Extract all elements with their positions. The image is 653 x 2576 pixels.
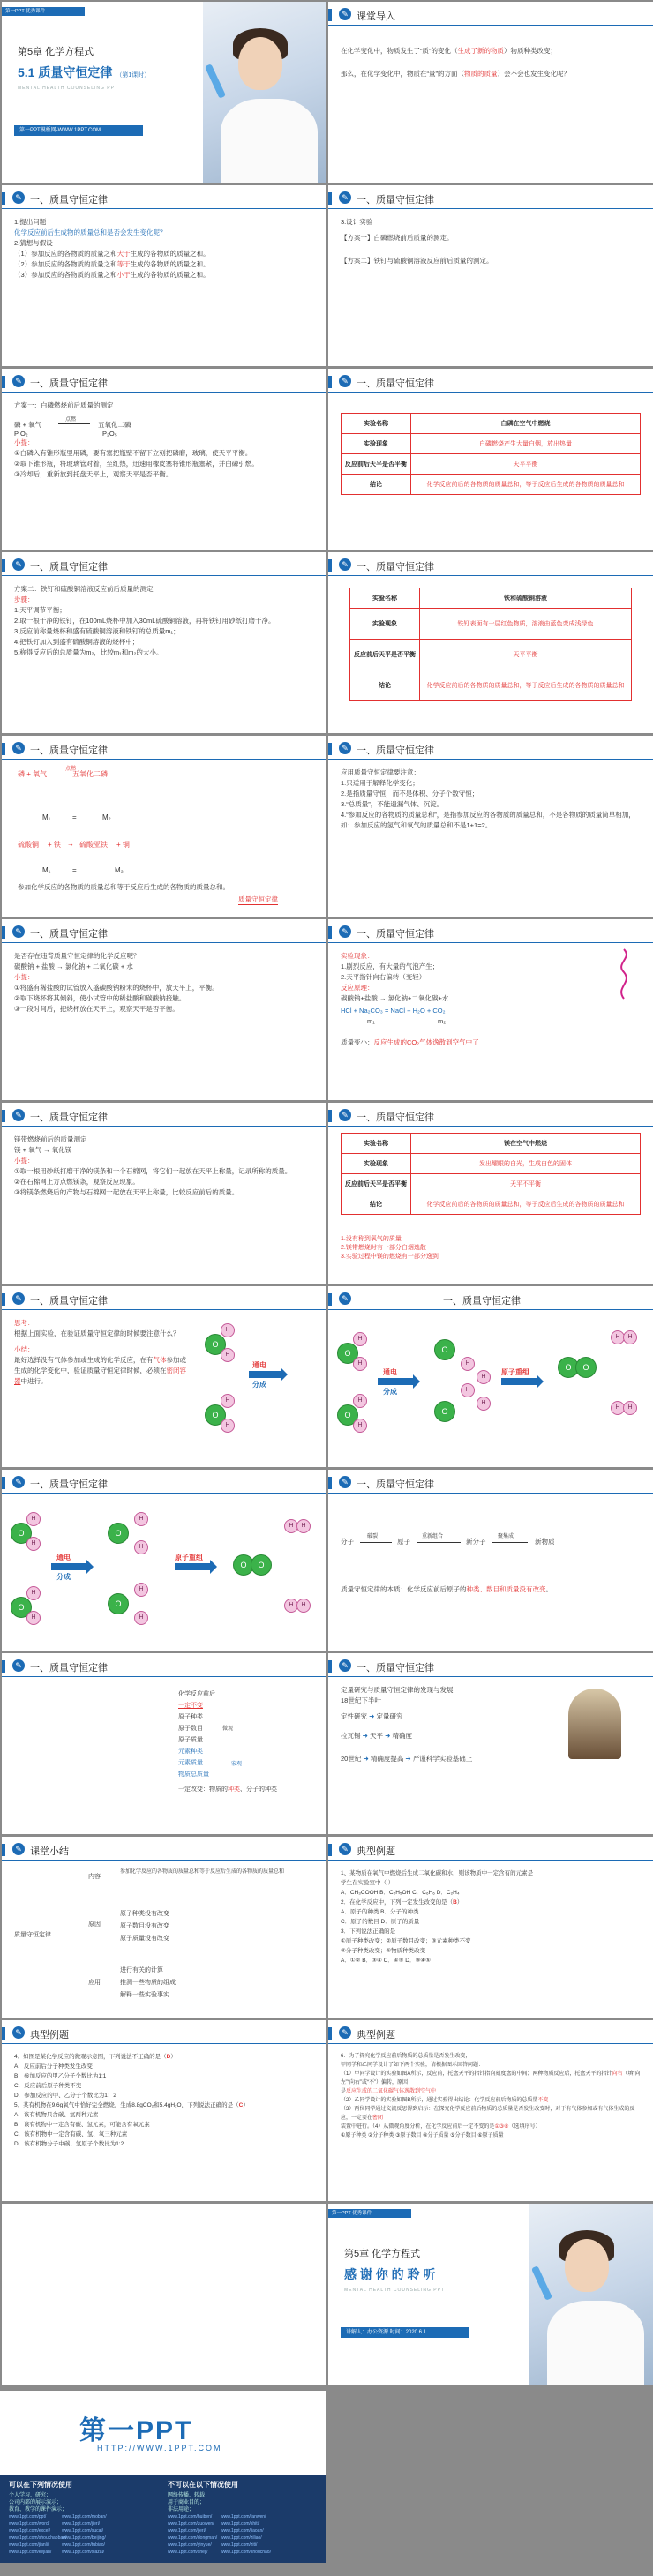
- slide-title: 一、质量守恒定律: [30, 195, 108, 206]
- gas-curl-icon: [611, 947, 637, 1000]
- summary-list: 化学反应前后 一定不变 原子种类 原子数目 原子质量 元素种类 元素质量 物质总质量 一定改变：物质的种类、分子的种类 微观 宏观: [178, 1691, 277, 1793]
- pencil-icon: ✎: [339, 1843, 351, 1855]
- slide-header: [2, 919, 326, 942]
- arrow-label: 分成: [252, 1381, 266, 1389]
- slide-body: 思考： 根据上面实验，在验证质量守恒定律的时候要注意什么？ 小结： 最好选择没有气体参加或生成的化学反应，在有气体参加或生成的化学变化中，验证质量守恒定律时候，必须在密闭容器中进行。: [14, 1319, 186, 1385]
- slide-title: 一、质量守恒定律: [30, 929, 108, 940]
- pencil-icon: ✎: [339, 925, 351, 938]
- slide-body: 1、某物质在氧气中燃烧后生成二氧化碳和水，则该物质中一定含有的元素是 学生在实验室中（ ） A．CH₃COOH B．C₂H₅OH C．C₆H₆ D．C₂H₄ 2．在化学反应中，下列一定发生改变的是（B） A．原子的种类 B．分子的种类 C．原子的数目 D．原子的质量 3．下列说法正确的是 ①原子种类改变；②原子数目改变；③元素种类不变 ④分子种类改变；⑤物质种类改变 A．①② B．③④ C．④⑤ D．③④⑤: [341, 1870, 534, 1964]
- hydrogen-atom: H: [134, 1583, 148, 1597]
- slide-title: 一、质量守恒定律: [30, 1296, 108, 1307]
- slide-body: 实验现象： 1.剧烈反应，有大量的气泡产生； 2.天平指针向右偏转（变轻） 反应原理： 碳酸钠+盐酸 → 氯化钠+二氧化碳+水 HCl + Na₂CO₃ = NaCl + H₂O + CO₂ m₁ m₂ 质量变小：反应生成的CO₂气体逸散到空气中了: [341, 952, 479, 1046]
- slide-title: 典型例题: [357, 2030, 395, 2041]
- ending-chapter: 第5章 化学方程式: [344, 2249, 421, 2259]
- pencil-icon: ✎: [12, 1659, 25, 1672]
- hydrogen-atom: H: [461, 1357, 475, 1371]
- slide-body: 方案一：白磷燃烧前后质量的测定 磷 + 氧气 点燃 五氧化二磷 P O₂ P₂O₅ 小提： ①白磷入有锥形瓶里用磷，要有塞把瓶壁不留下立刻把磷磨，玻璃，使天平平衡。 ②取下锥形瓶，将玻璃管对着，至红热，迅速用橡皮塞将锥形瓶塞紧，并白磷引燃。 ③冷却后，重新放到托盘天平上，观察天平是否平衡。: [14, 401, 259, 478]
- cover-title: 5.1 质量守恒定律 （第1课时）: [18, 65, 151, 79]
- scientist-photo: [529, 2204, 653, 2385]
- slide-header: [2, 185, 326, 208]
- slide-body: 6．为了探究化学反应前后物质的总质量是否发生改变， 甲同学和乙同学设计了如下两个实验，请根据图示回答问题： （1）甲同学设计的实验如图A所示，反应前，托盘天平的指针指向刻度盘的中间；两种物质反应后，托盘天平的指针向右（填“向左”“向右”或“不”）偏转，原因 是反应生成的二氧化碳气体逸散到空气中 （2）乙同学设计的实验如图B所示，通过实验得出结论：化学反应前后物质的总质量不变 （3）两位同学通过交流反思得到启示：在探究化学反应前后物质的总质量是否发生改变时，对于有气体参加或有气体生成的反应，一定要在密闭 装置中进行。（4）从微观角度分析，在化学反应前后一定不变的是①③⑥（选填序号） ①原子种类 ②分子种类 ③原子数目 ④分子质量 ⑤分子数目 ⑥原子质量: [341, 2054, 641, 2138]
- slide-6: [328, 369, 653, 550]
- slide-22: [328, 1837, 653, 2018]
- ending-thanks: 感 谢 你 的 聆 听: [344, 2267, 436, 2281]
- pencil-icon: ✎: [339, 375, 351, 387]
- slide-title: 一、质量守恒定律: [357, 1663, 434, 1674]
- pencil-icon: ✎: [12, 191, 25, 204]
- pencil-icon: ✎: [12, 375, 25, 387]
- pencil-icon: ✎: [12, 2026, 25, 2039]
- slide-4: [328, 185, 653, 366]
- slide-body: 质量守恒定律的本质：化学反应前后原子的种类、数目和质量没有改变。: [341, 1585, 552, 1593]
- slide-20: [328, 1653, 653, 1834]
- slide-title: 典型例题: [357, 1846, 395, 1857]
- pencil-icon: ✎: [339, 1292, 351, 1305]
- pencil-icon: ✎: [339, 1109, 351, 1121]
- arrow-icon: [175, 1563, 210, 1570]
- slide-cover: [2, 2, 326, 183]
- slide-21: [2, 1837, 326, 2018]
- arrow-icon: [378, 1378, 413, 1385]
- slide-13: [2, 1103, 326, 1284]
- slide-title: 一、质量守恒定律: [357, 929, 434, 940]
- hydrogen-atom: H: [461, 1383, 475, 1397]
- slide-14: [328, 1103, 653, 1284]
- pencil-icon: ✎: [12, 925, 25, 938]
- slide-intro: [328, 2, 653, 183]
- pencil-icon: ✎: [12, 558, 25, 571]
- slide-body: 方案二：铁钉和硫酸铜溶液反应前后质量的测定 步骤： 1.天平调节平衡； 2.取一根干净的铁钉，在100mL烧杯中加入30mL硫酸铜溶液，再将铁钉用砂纸打磨干净。 3.反应前称量烧杯和盛有硫酸铜溶液和铁钉的总质量m₁； 4.把铁钉加入到盛有硫酸铜溶液的烧杯中； 5.称得反应后的总质量为m₂，比较m₁和m₂的大小。: [14, 585, 275, 656]
- result-table: 实验名称 白磷在空气中燃烧 实验现象 白磷燃烧产生大量白烟，放出热量 反应前后天平是否平衡 天平平衡 结论 化学反应前后的各物质的质量总和，等于反应后生成的各物质的质量总和: [341, 413, 641, 495]
- pencil-icon: ✎: [12, 1109, 25, 1121]
- slide-body: 在化学变化中，物质发生了“质”的变化（生成了新的物质）物质种类改变； 那么，在化学变化中，物质在“量”的方面（物质的质量）会不会也发生变化呢？: [341, 47, 570, 78]
- ending-tag: 第一PPT 优秀课件: [328, 2209, 411, 2218]
- slide-body: 是否存在违背质量守恒定律的化学反应呢？ 碳酸钠 + 盐酸 → 氯化钠 + 二氧化碳 + 水 小提： ①将盛有稀盐酸的试管放入盛碳酸钠粉末的烧杯中，放天平上，平衡。 ②取下烧杯将其倾斜，使小试管中的稀盐酸和碳酸钠接触。 ③一段时间后，把烧杯放在天平上，观察天平是否平衡。: [14, 952, 219, 1013]
- slide-header: [328, 1837, 653, 1860]
- result-table: 实验名称 铁和硫酸铜溶液 实验现象 铁钉表面有一层红色物质，溶液由蓝色变成浅绿色 反应前后天平是否平衡 天平平衡 结论 化学反应前后的各物质的质量总和，等于反应后生成的各物质的质量总和: [349, 588, 632, 701]
- slide-24: [328, 2020, 653, 2201]
- cover-site: 第一PPT模板网-WWW.1PPT.COM: [14, 125, 143, 136]
- slide-header: [2, 1837, 326, 1860]
- cover-en: MENTAL HEALTH COUNSELING PPT: [18, 86, 119, 91]
- slide-8: [328, 552, 653, 733]
- hydrogen-atom: H: [477, 1370, 491, 1384]
- pencil-icon: ✎: [339, 1476, 351, 1488]
- slide-body: 镁带燃烧前后的质量测定 镁 + 氧气 → 氧化镁 小提： ①取一根用砂纸打磨干净的镁条和一个石棉网，将它们一起放在天平上称量，记录所称的质量。 ②在石棉网上方点燃镁条，观察反应现象。 ③将镁条燃烧后的产物与石棉网一起放在天平上称量，比较反应前后的质量。: [14, 1135, 292, 1196]
- slide-ending: [328, 2204, 653, 2385]
- pencil-icon: ✎: [12, 1292, 25, 1305]
- ppt-url: HTTP://WWW.1PPT.COM: [97, 2444, 222, 2452]
- slide-7: [2, 552, 326, 733]
- slide-header: [328, 2020, 653, 2043]
- slide-title: 一、质量守恒定律: [30, 1479, 108, 1490]
- slide-header: [328, 185, 653, 208]
- slide-header: [2, 736, 326, 759]
- slide-header: [2, 1103, 326, 1126]
- slide-title: 一、质量守恒定律: [443, 1296, 521, 1307]
- slide-11: [2, 919, 326, 1100]
- slide-5: [2, 369, 326, 550]
- slide-header: [328, 1653, 653, 1676]
- ending-strip: 讲解人：办公资源 时间：2020.6.1: [341, 2327, 469, 2338]
- ending-en: MENTAL HEALTH COUNSELING PPT: [344, 2288, 446, 2293]
- cover-chapter: 第5章 化学方程式: [18, 47, 94, 57]
- slide-17: ✎ 一、质量守恒定律 O H H O H H 通电 分成 O O H H H H 原子重组 O O H H H H: [2, 1470, 326, 1651]
- arrow-label: 通电: [252, 1361, 266, 1369]
- arrow-icon: [249, 1371, 281, 1378]
- slide-title: 一、质量守恒定律: [357, 1112, 434, 1123]
- slide-header: [328, 552, 653, 575]
- slide-12: [328, 919, 653, 1100]
- lavoisier-portrait: [568, 1689, 621, 1759]
- slide-header: [2, 552, 326, 575]
- slide-header: [328, 919, 653, 942]
- pencil-icon: ✎: [339, 558, 351, 571]
- slide-9: [2, 736, 326, 917]
- oxygen-atom: O: [108, 1593, 129, 1614]
- slide-body: 定量研究与质量守恒定律的发现与发展 18世纪下半叶 定性研究 ➜ 定量研究 拉瓦锡 ➜ 天平 ➜ 精确度 20世纪 ➜ 精确度提高 ➜ 严谨科学实验基础上: [341, 1686, 473, 1763]
- slide-body: 3.设计实验 【方案一】白磷燃烧前后质量的测定。 【方案二】铁钉与硫酸铜溶液反应前后质量的测定。: [341, 218, 493, 265]
- slide-header: [2, 1470, 326, 1493]
- pencil-icon: ✎: [339, 8, 351, 20]
- slide-header: [328, 1286, 653, 1309]
- pencil-icon: ✎: [339, 1659, 351, 1672]
- slide-10: [328, 736, 653, 917]
- notes: 1.没有称到氧气的质量 2.镁带燃烧时有一部分白烟逸散 3.实验过程中镁的燃烧有一部分逸到: [341, 1236, 439, 1260]
- oxygen-atom: O: [434, 1339, 455, 1360]
- pencil-icon: ✎: [12, 1476, 25, 1488]
- slide-header: [328, 369, 653, 392]
- flow-diagram: 分子 破裂 原子 重新组合 新分子 聚集成 新物质: [341, 1534, 555, 1546]
- slide-title: 一、质量守恒定律: [30, 1112, 108, 1123]
- hydrogen-atom: H: [134, 1512, 148, 1526]
- slide-title: 一、质量守恒定律: [30, 378, 108, 389]
- hydrogen-atom: H: [134, 1540, 148, 1554]
- arrow-icon: [501, 1378, 537, 1385]
- slide-body: 4．如图是某化学反应的微观示意图，下列说法不正确的是（D） A．反应前后分子种类发生改变 B．参加反应的甲乙分子个数比为1:1 C．反应前后原子种类不变 D．参加反应的甲、乙分子个数比为1：2 5．某有机物在9.6g氧气中恰好完全燃烧，生成8.8gCO₂和5.4gH₂O，下列说法正确的是（C） A．该有机物只含碳、氢两种元素 B．该有机物中一定含有碳、氢元素，可能含有氧元素 C．该有机物中一定含有碳、氢、氧三种元素 D．该有机物分子中碳、氢原子个数比为1:2: [14, 2054, 249, 2147]
- slide-title: 一、质量守恒定律: [357, 562, 434, 573]
- pencil-icon: ✎: [339, 2026, 351, 2039]
- cover-tag: 第一PPT 优秀课件: [2, 7, 85, 16]
- slide-header: [2, 1286, 326, 1309]
- slide-18: [328, 1470, 653, 1651]
- slide-blank: [2, 2204, 326, 2385]
- slide-3: [2, 185, 326, 366]
- slide-title: 一、质量守恒定律: [357, 195, 434, 206]
- slide-title: 一、质量守恒定律: [357, 1479, 434, 1490]
- ppt-logo: 第一PPT: [79, 2416, 193, 2445]
- result-table: 实验名称 镁在空气中燃烧 实验现象 发出耀眼的白光，生成白色的固体 反应前后天平是否平衡 天平不平衡 结论 化学反应前后的各物质的质量总和，等于反应后生成的各物质的质量总和: [341, 1133, 641, 1215]
- pencil-icon: ✎: [339, 191, 351, 204]
- slide-title: 一、质量守恒定律: [30, 1663, 108, 1674]
- slide-16: ✎ 一、质量守恒定律 O H H O H H 通电 分成 O O H H H H 原子重组 O O H H H H: [328, 1286, 653, 1467]
- slide-header: [2, 369, 326, 392]
- slide-body: 1.提出问题 化学反应前后生成物的质量总和是否会发生变化呢？ 2.猜想与假设 （1）参加反应的各物质的质量之和大于生成的各物质的质量之和。 （2）参加反应的各物质的质量之和等于生成的各物质的质量之和。 （3）参加反应的各物质的质量之和小于生成的各物质的质量之和。: [14, 218, 210, 279]
- slide-title: 一、质量守恒定律: [357, 745, 434, 756]
- slide-header: [328, 2, 653, 25]
- oxygen-atom: O: [434, 1401, 455, 1422]
- equation-block: 磷 + 氧气 点燃 五氧化二磷 M₁ M₂ = 硫酸铜 + 铁 → 硫酸亚铁 + 铜 M₁ = M₂ 参加化学反应的各物质的质量总和等于反应后生成的各物质的质量总和。 质量守恒定律: [18, 767, 278, 903]
- pencil-icon: ✎: [12, 1843, 25, 1855]
- slide-title: 一、质量守恒定律: [30, 745, 108, 756]
- pencil-icon: ✎: [339, 742, 351, 754]
- arrow-icon: [51, 1563, 86, 1570]
- mind-map: 质量守恒定律 内容 参加化学反应的各物质的质量总和等于反应后生成的各物质的质量总和 原因 原子种类没有改变 原子数目没有改变 原子质量没有改变 应用 进行有关的计算 推测一些物质的组成 解释一些实验事实: [14, 1869, 285, 1998]
- slide-body: 应用质量守恒定律要注意： 1.只适用于解释化学变化； 2.是指质量守恒，而不是体积、分子个数守恒； 3.“总质量”，不能遗漏气体、沉淀。 4.“参加反应的各物质的质量总和”，是指参加反应的各物质的质量总和，不是各物质的质量简单相加，如：参加反应的氢气和氧气的质量总和不是1+1=2。: [341, 768, 635, 829]
- slide-credits: [0, 2391, 326, 2563]
- pencil-icon: ✎: [12, 742, 25, 754]
- hydrogen-atom: H: [477, 1397, 491, 1411]
- oxygen-atom: O: [108, 1523, 129, 1544]
- slide-header: [2, 2020, 326, 2043]
- credits-footer: 可以在下列情况使用 个人学习、研究； 公司内部的展示演示； 教育、教学的课件演示； www.1ppt.com/moban/ www.1ppt.com/jieri/ www.1ppt.com/sucai/ www.1ppt.com/beijing/ www.1ppt.com/tubiao/ www.1ppt.com/xiazai/ www.1ppt.com/ppt/ www.1ppt.com/word/ www.1ppt.com/excel/ www.1ppt.com/shouchaobao/ www.1ppt.com/jianli/ www.1ppt.com/kejian/ 不可以在以下情况使用 网络传播、转载； 用于商业目的； 非法用途； www.1ppt.com/fanwen/ www.1ppt.com/shiti/ www.1ppt.com/jiaoan/ www.1ppt.com/ziliao/ www.1ppt.com/ziti/ www.1ppt.com/shouchao/ www.1ppt.com/huiben/ www.1ppt.com/zuowen/ www.1ppt.com/jieri/ www.1ppt.com/dongman/ www.1ppt.com/yinyue/ www.1ppt.com/sheji/: [0, 2475, 326, 2563]
- slide-title: 一、质量守恒定律: [30, 562, 108, 573]
- hydrogen-atom: H: [134, 1611, 148, 1625]
- slide-header: [2, 1653, 326, 1676]
- slide-header: [328, 1470, 653, 1493]
- slide-title: 课堂导入: [357, 11, 395, 22]
- slide-23: [2, 2020, 326, 2201]
- slide-19: [2, 1653, 326, 1834]
- slide-header: [328, 1103, 653, 1126]
- scientist-photo: [203, 2, 326, 183]
- slide-title: 课堂小结: [30, 1846, 69, 1857]
- slide-title: 典型例题: [30, 2030, 69, 2041]
- slide-title: 一、质量守恒定律: [357, 378, 434, 389]
- slide-15: ✎ 一、质量守恒定律 思考： 根据上面实验，在验证质量守恒定律的时候要注意什么？ 小结： 最好选择没有气体参加或生成的化学反应，在有气体参加或生成的化学变化中，验证质量守恒定律时候，必须在密闭容器中进行。 O H H O H H 通电 分成: [2, 1286, 326, 1467]
- slide-header: [328, 736, 653, 759]
